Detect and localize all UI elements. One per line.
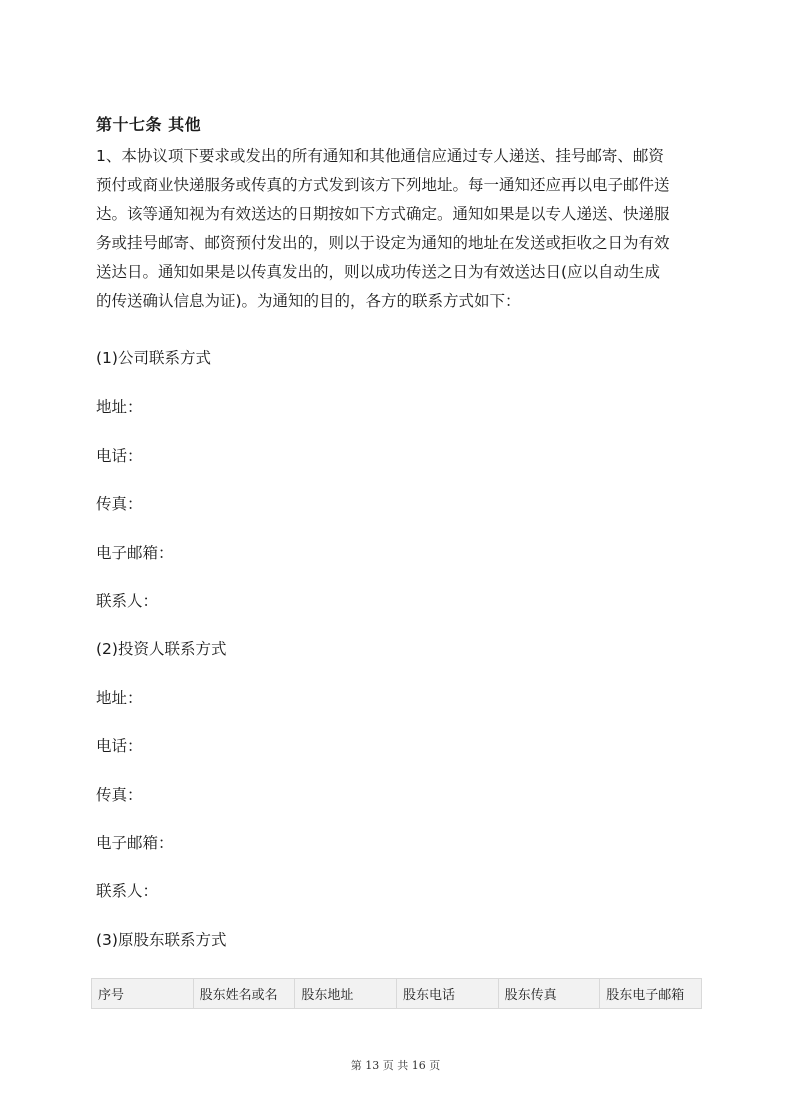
company-email-label: 电子邮箱： xyxy=(96,544,174,562)
investor-contact-title: (2)投资人联系方式 xyxy=(96,640,227,658)
column-header-phone: 股东电话 xyxy=(396,979,498,1009)
company-address-label: 地址： xyxy=(96,398,143,416)
notice-paragraph xyxy=(96,142,706,316)
column-header-address: 股东地址 xyxy=(295,979,397,1009)
column-header-email: 股东电子邮箱 xyxy=(600,979,702,1009)
paragraph-line: 送达日。通知如果是以传真发出的，则以成功传送之日为有效送达日(应以自动生成 xyxy=(96,263,661,281)
paragraph-line: 1、本协议项下要求或发出的所有通知和其他通信应通过专人递送、挂号邮寄、邮资 xyxy=(96,147,664,165)
company-fax-label: 传真： xyxy=(96,495,143,513)
company-phone-label: 电话： xyxy=(96,447,143,465)
investor-phone-label: 电话： xyxy=(96,737,143,755)
paragraph-line: 预付或商业快递服务或传真的方式发到该方下列地址。每一通知还应再以电子邮件送 xyxy=(96,176,670,194)
column-header-index: 序号 xyxy=(92,979,194,1009)
investor-address-label: 地址： xyxy=(96,689,143,707)
investor-contact-person-label: 联系人： xyxy=(96,882,159,900)
company-contact-person-label: 联系人： xyxy=(96,592,159,610)
table-header-row xyxy=(92,979,702,1009)
company-contact-title: (1)公司联系方式 xyxy=(96,349,211,367)
column-header-name: 股东姓名或名 xyxy=(193,979,295,1009)
column-header-fax: 股东传真 xyxy=(498,979,600,1009)
shareholder-contact-title: (3)原股东联系方式 xyxy=(96,931,227,949)
article-heading: 第十七条 其他 xyxy=(96,115,202,134)
page-footer: 第 13 页 共 16 页 xyxy=(350,1059,441,1072)
investor-email-label: 电子邮箱： xyxy=(96,834,174,852)
investor-fax-label: 传真： xyxy=(96,786,143,804)
paragraph-line: 达。该等通知视为有效送达的日期按如下方式确定。通知如果是以专人递送、快递服 xyxy=(96,205,670,223)
paragraph-line: 的传送确认信息为证)。为通知的目的，各方的联系方式如下： xyxy=(96,292,521,310)
shareholder-contact-table xyxy=(91,978,702,1009)
paragraph-line: 务或挂号邮寄、邮资预付发出的，则以于设定为通知的地址在发送或拒收之日为有效 xyxy=(96,234,670,252)
